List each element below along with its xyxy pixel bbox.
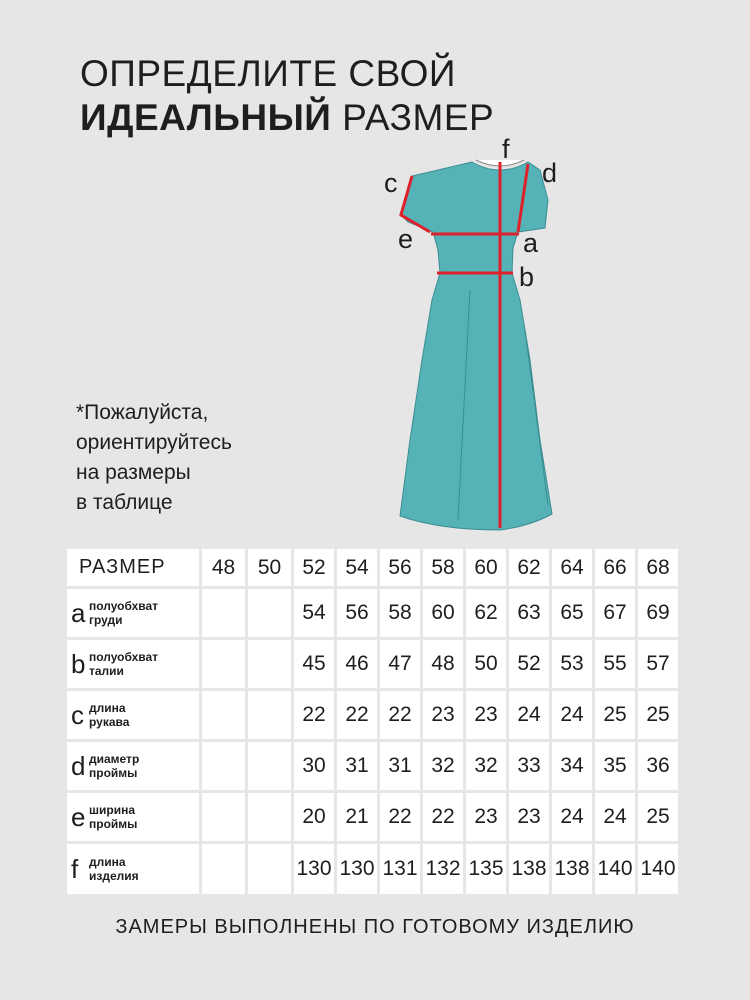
row-letter: e xyxy=(71,801,86,832)
table-cell: 32 xyxy=(423,742,463,790)
size-header: 60 xyxy=(466,549,506,586)
table-cell xyxy=(248,844,291,894)
table-cell xyxy=(248,742,291,790)
row-letter: a xyxy=(71,597,86,628)
table-row xyxy=(67,793,678,841)
table-cell: 58 xyxy=(380,589,420,637)
row-letter: d xyxy=(71,750,86,781)
table-cell: 34 xyxy=(552,742,592,790)
table-cell: 22 xyxy=(337,691,377,739)
table-cell: 65 xyxy=(552,589,592,637)
table-cell xyxy=(248,589,291,637)
table-cell: 31 xyxy=(337,742,377,790)
label-f: f xyxy=(502,134,510,164)
table-cell: 24 xyxy=(509,691,549,739)
table-row xyxy=(67,640,678,688)
table-cell: 57 xyxy=(638,640,678,688)
table-cell: 35 xyxy=(595,742,635,790)
table-cell: 53 xyxy=(552,640,592,688)
table-cell: 45 xyxy=(294,640,334,688)
table-cell: 63 xyxy=(509,589,549,637)
row-desc-line: длина xyxy=(89,855,126,869)
row-label xyxy=(67,640,199,688)
size-header: 52 xyxy=(294,549,334,586)
table-cell: 24 xyxy=(595,793,635,841)
table-cell: 138 xyxy=(509,844,549,894)
size-header: 56 xyxy=(380,549,420,586)
table-cell: 135 xyxy=(466,844,506,894)
table-cell: 22 xyxy=(423,793,463,841)
table-cell: 52 xyxy=(509,640,549,688)
size-note xyxy=(76,398,232,518)
table-cell: 32 xyxy=(466,742,506,790)
table-cell: 36 xyxy=(638,742,678,790)
label-a: a xyxy=(523,228,539,258)
table-cell: 24 xyxy=(552,793,592,841)
table-cell: 130 xyxy=(337,844,377,894)
label-b: b xyxy=(519,262,535,292)
table-cell: 30 xyxy=(294,742,334,790)
note-line: в таблице xyxy=(76,491,173,514)
table-cell: 60 xyxy=(423,589,463,637)
size-table xyxy=(64,546,681,897)
table-row xyxy=(67,589,678,637)
table-cell: 23 xyxy=(423,691,463,739)
header-label: РАЗМЕР xyxy=(67,549,199,586)
dress-skirt xyxy=(400,273,552,530)
row-label xyxy=(67,742,199,790)
table-cell: 140 xyxy=(595,844,635,894)
table-cell: 131 xyxy=(380,844,420,894)
table-cell: 33 xyxy=(509,742,549,790)
row-letter: c xyxy=(71,699,84,730)
label-e: e xyxy=(398,224,414,254)
size-header: 50 xyxy=(248,549,291,586)
table-cell: 23 xyxy=(466,691,506,739)
table-cell: 22 xyxy=(380,793,420,841)
row-desc-line: груди xyxy=(89,613,123,627)
row-description xyxy=(89,803,137,831)
table-cell: 23 xyxy=(509,793,549,841)
table-cell xyxy=(248,640,291,688)
size-header: 48 xyxy=(202,549,245,586)
table-cell: 46 xyxy=(337,640,377,688)
size-header: 68 xyxy=(638,549,678,586)
table-cell: 50 xyxy=(466,640,506,688)
table-row xyxy=(67,742,678,790)
row-desc-line: длина xyxy=(89,701,126,715)
table-cell xyxy=(248,691,291,739)
table-cell: 54 xyxy=(294,589,334,637)
table-cell: 21 xyxy=(337,793,377,841)
table-cell: 20 xyxy=(294,793,334,841)
size-header: 64 xyxy=(552,549,592,586)
row-label xyxy=(67,793,199,841)
table-cell: 62 xyxy=(466,589,506,637)
title-rest: РАЗМЕР xyxy=(331,97,495,138)
table-cell: 25 xyxy=(595,691,635,739)
label-c: c xyxy=(384,168,398,198)
table-cell: 22 xyxy=(380,691,420,739)
table-cell xyxy=(202,793,245,841)
table-cell: 56 xyxy=(337,589,377,637)
row-desc-line: рукава xyxy=(89,715,130,729)
table-cell xyxy=(202,844,245,894)
row-desc-line: полуобхват xyxy=(89,599,159,613)
row-description xyxy=(89,599,158,627)
table-cell xyxy=(202,742,245,790)
table-cell: 31 xyxy=(380,742,420,790)
table-cell xyxy=(202,691,245,739)
table-cell: 55 xyxy=(595,640,635,688)
row-letter: f xyxy=(71,853,79,884)
row-description xyxy=(89,701,129,729)
row-desc-line: изделия xyxy=(89,869,139,883)
row-desc-line: проймы xyxy=(89,766,138,780)
row-desc-line: ширина xyxy=(89,803,136,817)
row-desc-line: талии xyxy=(89,664,124,678)
row-label xyxy=(67,589,199,637)
table-cell xyxy=(248,793,291,841)
table-cell: 140 xyxy=(638,844,678,894)
row-desc-line: диаметр xyxy=(89,752,140,766)
table-cell: 47 xyxy=(380,640,420,688)
note-line: *Пожалуйста, xyxy=(76,401,209,424)
row-desc-line: проймы xyxy=(89,817,138,831)
row-letter: b xyxy=(71,648,86,679)
row-description xyxy=(89,855,139,883)
table-cell xyxy=(202,640,245,688)
title-line-1: ОПРЕДЕЛИТЕ СВОЙ xyxy=(80,53,456,94)
table-cell: 130 xyxy=(294,844,334,894)
table-row xyxy=(67,844,678,894)
table-cell: 138 xyxy=(552,844,592,894)
table-cell: 24 xyxy=(552,691,592,739)
row-label xyxy=(67,691,199,739)
table-cell: 132 xyxy=(423,844,463,894)
note-line: на размеры xyxy=(76,461,191,484)
size-header: 62 xyxy=(509,549,549,586)
table-cell: 23 xyxy=(466,793,506,841)
size-header: 58 xyxy=(423,549,463,586)
row-description xyxy=(89,650,158,678)
table-cell: 25 xyxy=(638,793,678,841)
table-header-row xyxy=(67,549,678,586)
table-cell: 67 xyxy=(595,589,635,637)
page-title xyxy=(80,52,494,140)
table-row xyxy=(67,691,678,739)
size-header: 66 xyxy=(595,549,635,586)
table-cell: 22 xyxy=(294,691,334,739)
label-d: d xyxy=(542,158,558,188)
size-header: 54 xyxy=(337,549,377,586)
row-desc-line: полуобхват xyxy=(89,650,159,664)
footer-note: ЗАМЕРЫ ВЫПОЛНЕНЫ ПО ГОТОВОМУ ИЗДЕЛИЮ xyxy=(115,916,635,938)
table-cell: 25 xyxy=(638,691,678,739)
row-description xyxy=(89,752,139,780)
note-line: ориентируйтесь xyxy=(76,431,232,454)
table-cell: 48 xyxy=(423,640,463,688)
table-cell: 69 xyxy=(638,589,678,637)
title-bold: ИДЕАЛЬНЫЙ xyxy=(80,97,332,138)
row-label xyxy=(67,844,199,894)
dress-diagram xyxy=(370,130,580,540)
table-cell xyxy=(202,589,245,637)
